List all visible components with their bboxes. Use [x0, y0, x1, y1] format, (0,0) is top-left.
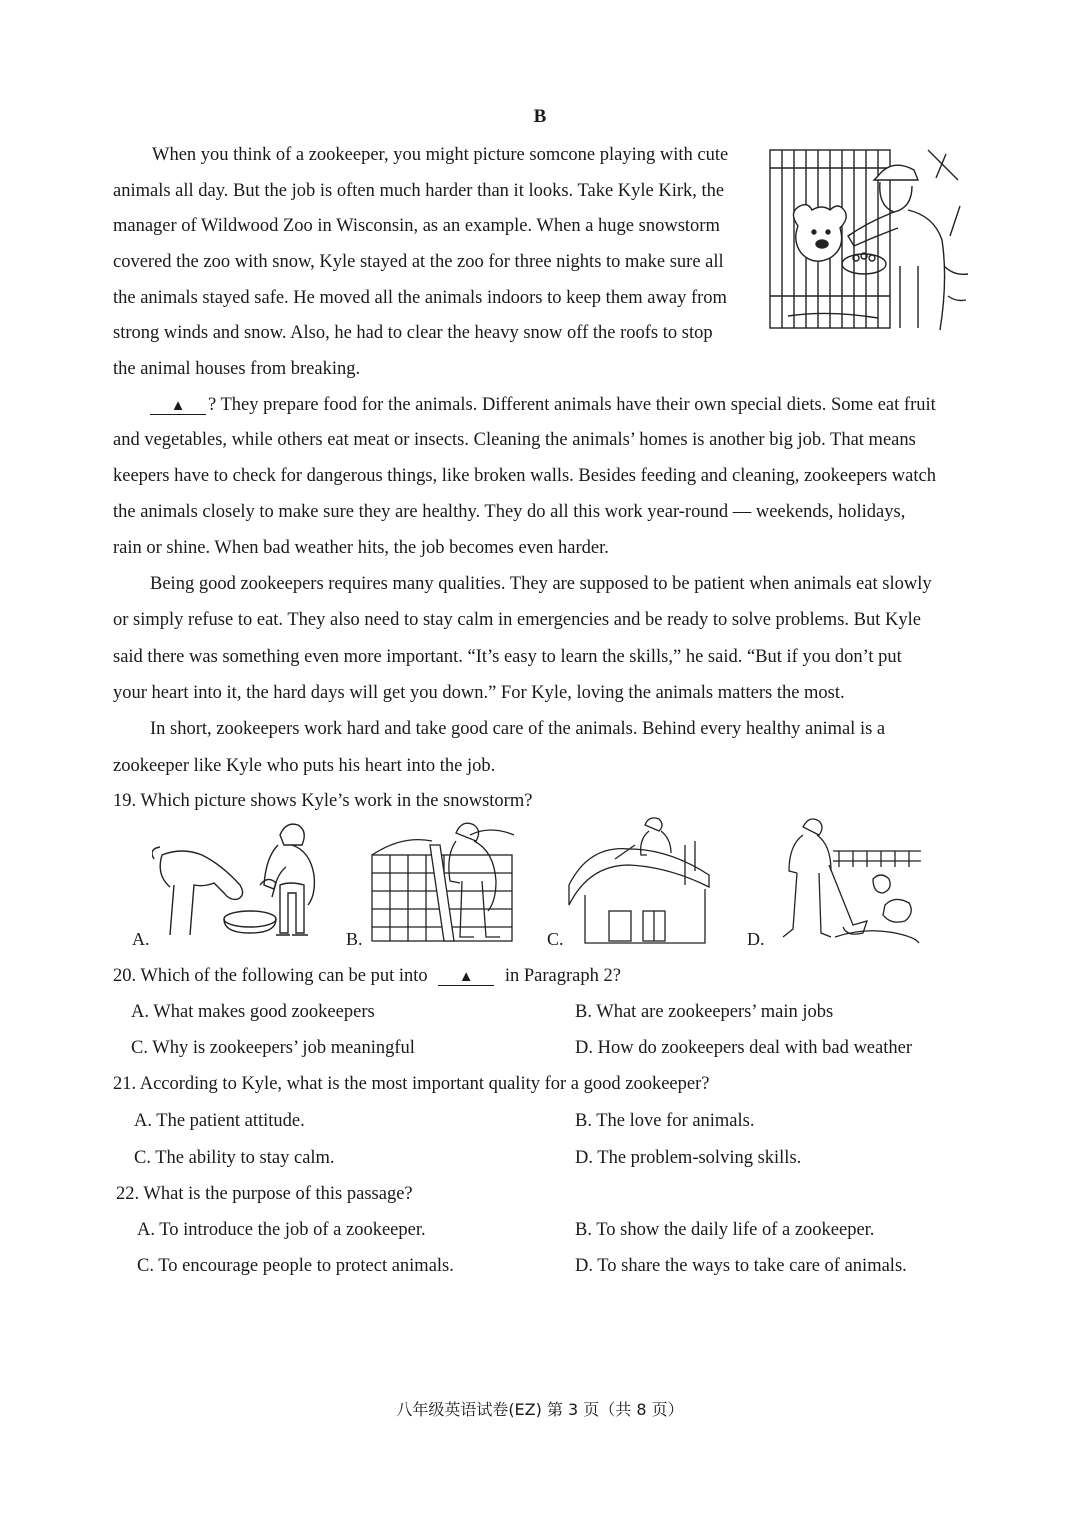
passage-line: or simply refuse to eat. They also need to stay calm in emergencies and be ready to solve problems. But Kyle: [113, 610, 921, 630]
q22-option-c[interactable]: C. To encourage people to protect animals.: [137, 1256, 454, 1276]
q20-option-c[interactable]: C. Why is zookeepers’ job meaningful: [131, 1038, 415, 1058]
shoveling-snow-illustration: [773, 815, 923, 945]
q22-option-b[interactable]: B. To show the daily life of a zookeeper.: [575, 1220, 875, 1240]
q19-option-a[interactable]: [128, 815, 318, 950]
question-19: 19. Which picture shows Kyle’s work in the snowstorm?: [113, 791, 533, 811]
q21-option-d[interactable]: D. The problem-solving skills.: [575, 1148, 802, 1168]
passage-line: covered the zoo with snow, Kyle stayed at the zoo for three nights to make sure all: [113, 252, 724, 272]
page-footer: 八年级英语试卷(EZ) 第 3 页（共 8 页）: [396, 1400, 684, 1419]
q19-label-d: D.: [747, 929, 765, 949]
answer-blank: ▲: [438, 969, 494, 986]
passage-line: rain or shine. When bad weather hits, the job becomes even harder.: [113, 538, 609, 558]
q20-option-d[interactable]: D. How do zookeepers deal with bad weather: [575, 1038, 912, 1058]
question-21: 21. According to Kyle, what is the most important quality for a good zookeeper?: [113, 1074, 710, 1094]
q22-option-d[interactable]: D. To share the ways to take care of animals.: [575, 1256, 907, 1276]
passage-line: the animals closely to make sure they are healthy. They do all this work year-round — weekends, holidays,: [113, 502, 906, 522]
zookeeper-bear-illustration: [768, 146, 970, 332]
section-title: B: [533, 106, 547, 127]
passage-line: When you think of a zookeeper, you might picture somcone playing with cute: [152, 145, 729, 165]
q22-option-a[interactable]: A. To introduce the job of a zookeeper.: [137, 1220, 426, 1240]
passage-line: zookeeper like Kyle who puts his heart into the job.: [113, 756, 496, 776]
fixing-fence-illustration: [370, 815, 520, 945]
question-20: [113, 966, 621, 987]
question-20-text-end: in Paragraph 2?: [504, 966, 621, 986]
passage-line: Being good zookeepers requires many qualities. They are supposed to be patient when animals eat slowly: [150, 574, 932, 594]
passage-line: manager of Wildwood Zoo in Wisconsin, as an example. When a huge snowstorm: [113, 216, 720, 236]
q19-pictures: [128, 815, 928, 955]
passage-line: and vegetables, while others eat meat or insects. Cleaning the animals’ homes is another big job. That means: [113, 430, 916, 450]
roof-snow-illustration: [565, 815, 715, 945]
passage-line: your heart into it, the hard days will get you down.” For Kyle, loving the animals matters the most.: [113, 683, 845, 703]
passage-line: keepers have to check for dangerous things, like broken walls. Besides feeding and cleaning, zookeepers watch: [113, 466, 936, 486]
passage-text: ? They prepare food for the animals. Different animals have their own special diets. Some eat fruit: [208, 395, 936, 415]
q19-option-b[interactable]: [344, 815, 534, 950]
answer-blank: ▲: [150, 398, 206, 415]
q19-option-d[interactable]: [747, 815, 937, 950]
passage-line: [150, 387, 936, 423]
feeding-horse-illustration: [152, 815, 327, 945]
passage-line: the animals stayed safe. He moved all the animals indoors to keep them away from: [113, 288, 727, 308]
q20-option-a[interactable]: A. What makes good zookeepers: [131, 1002, 375, 1022]
q21-option-b[interactable]: B. The love for animals.: [575, 1111, 755, 1131]
passage-line: the animal houses from breaking.: [113, 359, 361, 379]
q19-label-a: A.: [132, 929, 150, 949]
question-22: 22. What is the purpose of this passage?: [116, 1184, 413, 1204]
question-20-text: 20. Which of the following can be put into: [113, 966, 428, 986]
passage-line: In short, zookeepers work hard and take good care of the animals. Behind every healthy animal is a: [150, 719, 886, 739]
passage-line: said there was something even more important. “It’s easy to learn the skills,” he said. “But if you don’t put: [113, 647, 902, 667]
q20-option-b[interactable]: B. What are zookeepers’ main jobs: [575, 1002, 834, 1022]
q21-option-a[interactable]: A. The patient attitude.: [134, 1111, 305, 1131]
q19-option-c[interactable]: [547, 815, 727, 950]
q19-label-b: B.: [346, 929, 363, 949]
passage-line: strong winds and snow. Also, he had to clear the heavy snow off the roofs to stop: [113, 323, 713, 343]
q19-label-c: C.: [547, 929, 564, 949]
passage-line: animals all day. But the job is often much harder than it looks. Take Kyle Kirk, the: [113, 181, 725, 201]
q21-option-c[interactable]: C. The ability to stay calm.: [134, 1148, 335, 1168]
